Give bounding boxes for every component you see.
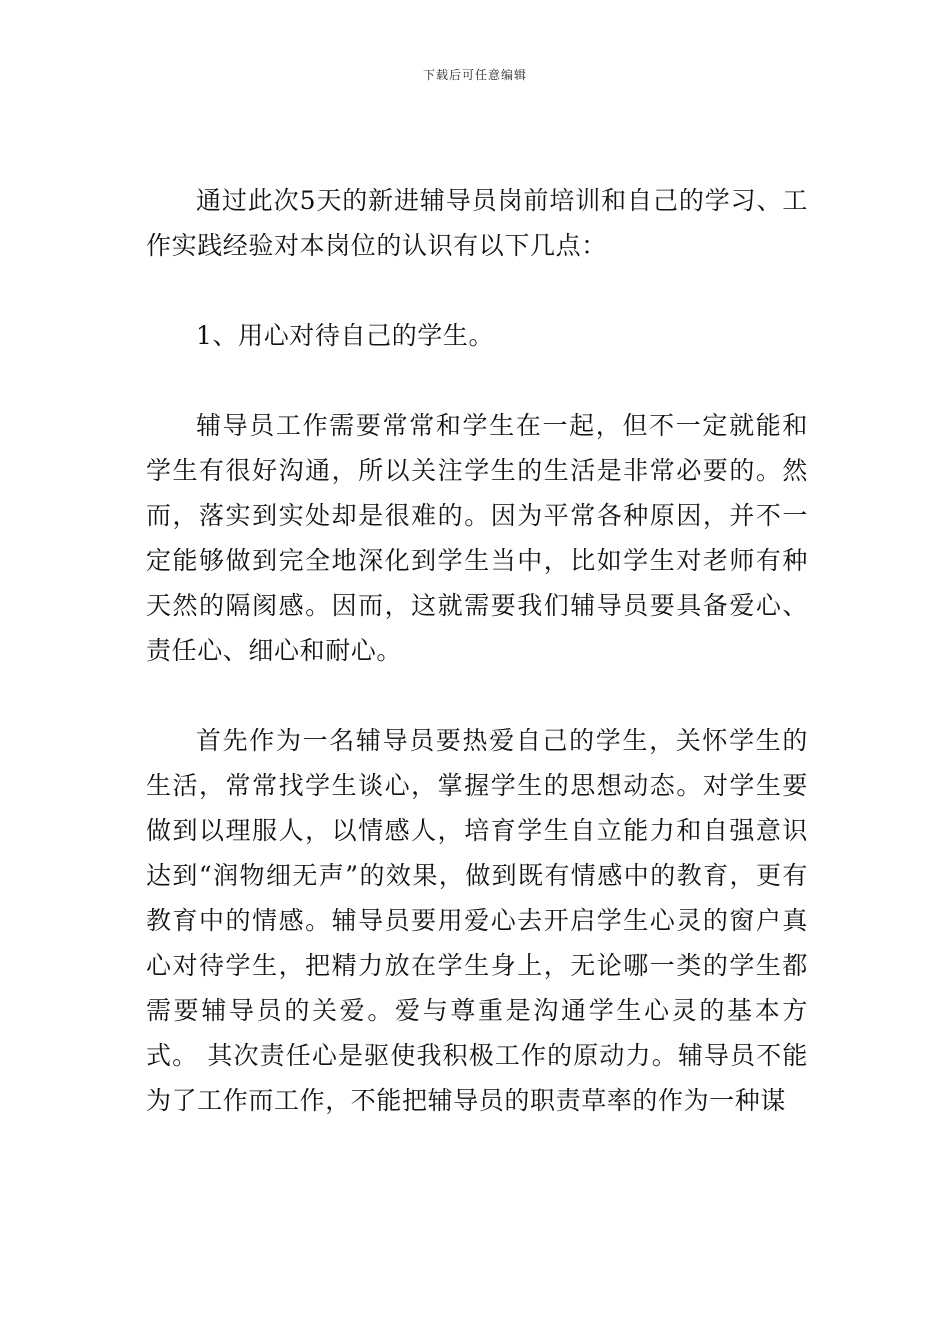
section-heading-1: 1、用心对待自己的学生。 (196, 321, 495, 350)
body-paragraph: 首先作为一名辅导员要热爱自己的学生，关怀学生的生活，常常找学生谈心，掌握学生的思想动态。对学生要做到以理服人，以情感人，培育学生自立能力和自强意识达到“润物细无声”的效果，做到既有情感中的教育，更有教育中的情感。辅导员要用爱心去开启学生心灵的窗户真心对待学生，把精力放在学生身上，无论哪一类的学生都需要辅导员的关爱。爱与尊重是沟通学生心灵的基本方式。 其次责任心是驱使我积极工作的原动力。辅导员不能为了工作而工作，不能把辅导员的职责草率的作为一种谋 (146, 726, 808, 1115)
intro-paragraph: 通过此次5天的新进辅导员岗前培训和自己的学习、工作实践经验对本岗位的认识有以下几点： (146, 186, 808, 260)
page-header-note: 下载后可任意编辑 (422, 68, 527, 82)
body-paragraph: 辅导员工作需要常常和学生在一起，但不一定就能和学生有很好沟通，所以关注学生的生活是非常必要的。然而，落实到实处却是很难的。因为平常各种原因，并不一定能够做到完全地深化到学生当中，比如学生对老师有种天然的隔阂感。因而，这就需要我们辅导员要具备爱心、责任心、细心和耐心。 (146, 411, 808, 665)
document-body (146, 178, 808, 1123)
